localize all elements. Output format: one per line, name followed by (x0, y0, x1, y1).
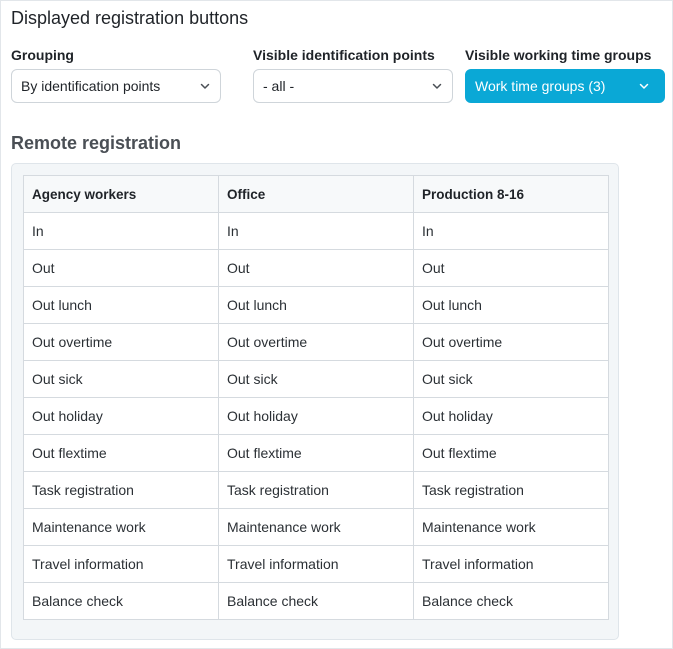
registration-button-cell[interactable]: Out lunch (414, 287, 609, 324)
registration-button-cell[interactable]: Balance check (414, 583, 609, 620)
registration-buttons-table (23, 175, 609, 620)
registration-button-cell[interactable]: In (219, 213, 414, 250)
table-row (24, 250, 609, 287)
registration-button-cell[interactable]: Travel information (414, 546, 609, 583)
registration-button-cell[interactable]: In (24, 213, 219, 250)
registration-button-cell[interactable]: Out flextime (219, 435, 414, 472)
registration-button-cell[interactable]: Travel information (24, 546, 219, 583)
registration-button-cell[interactable]: Out flextime (414, 435, 609, 472)
table-row (24, 213, 609, 250)
identification-points-value: - all - (263, 78, 295, 94)
column-header: Office (219, 176, 414, 213)
table-row (24, 398, 609, 435)
column-header: Production 8-16 (414, 176, 609, 213)
table-row (24, 324, 609, 361)
registration-button-cell[interactable]: Out lunch (219, 287, 414, 324)
working-time-groups-select[interactable] (465, 69, 665, 103)
grouping-select[interactable] (11, 69, 221, 103)
table-row (24, 361, 609, 398)
registration-button-cell[interactable]: Maintenance work (219, 509, 414, 546)
working-time-groups-label: Visible working time groups (465, 47, 652, 63)
column-header: Agency workers (24, 176, 219, 213)
registration-button-cell[interactable]: Out (24, 250, 219, 287)
table-row (24, 435, 609, 472)
registration-button-cell[interactable]: Out holiday (24, 398, 219, 435)
registration-button-cell[interactable]: Out sick (414, 361, 609, 398)
registration-button-cell[interactable]: Balance check (24, 583, 219, 620)
remote-registration-card (11, 163, 619, 640)
registration-button-cell[interactable]: Out (414, 250, 609, 287)
registration-button-cell[interactable]: Out (219, 250, 414, 287)
table-row (24, 546, 609, 583)
identification-points-label: Visible identification points (253, 47, 435, 63)
registration-button-cell[interactable]: Task registration (24, 472, 219, 509)
registration-button-cell[interactable]: Task registration (414, 472, 609, 509)
page-title: Displayed registration buttons (11, 8, 249, 28)
registration-button-cell[interactable]: Task registration (219, 472, 414, 509)
table-row (24, 583, 609, 620)
registration-button-cell[interactable]: Out sick (24, 361, 219, 398)
registration-button-cell[interactable]: Out lunch (24, 287, 219, 324)
registration-button-cell[interactable]: Out sick (219, 361, 414, 398)
registration-button-cell[interactable]: Out overtime (219, 324, 414, 361)
registration-button-cell[interactable]: In (414, 213, 609, 250)
remote-registration-title: Remote registration (11, 133, 182, 153)
table-row (24, 472, 609, 509)
chevron-down-icon (199, 80, 211, 92)
working-time-groups-value: Work time groups (3) (475, 78, 606, 94)
registration-button-cell[interactable]: Out flextime (24, 435, 219, 472)
registration-button-cell[interactable]: Out overtime (414, 324, 609, 361)
registration-button-cell[interactable]: Out overtime (24, 324, 219, 361)
registration-button-cell[interactable]: Out holiday (219, 398, 414, 435)
chevron-down-icon (431, 80, 443, 92)
table-row (24, 287, 609, 324)
registration-button-cell[interactable]: Balance check (219, 583, 414, 620)
registration-button-cell[interactable]: Maintenance work (414, 509, 609, 546)
registration-button-cell[interactable]: Maintenance work (24, 509, 219, 546)
identification-points-select[interactable] (253, 69, 453, 103)
registration-button-cell[interactable]: Travel information (219, 546, 414, 583)
grouping-label: Grouping (11, 47, 74, 63)
registration-button-cell[interactable]: Out holiday (414, 398, 609, 435)
table-header-row (24, 176, 609, 213)
table-row (24, 509, 609, 546)
chevron-down-icon (638, 80, 650, 92)
grouping-value: By identification points (21, 78, 161, 94)
